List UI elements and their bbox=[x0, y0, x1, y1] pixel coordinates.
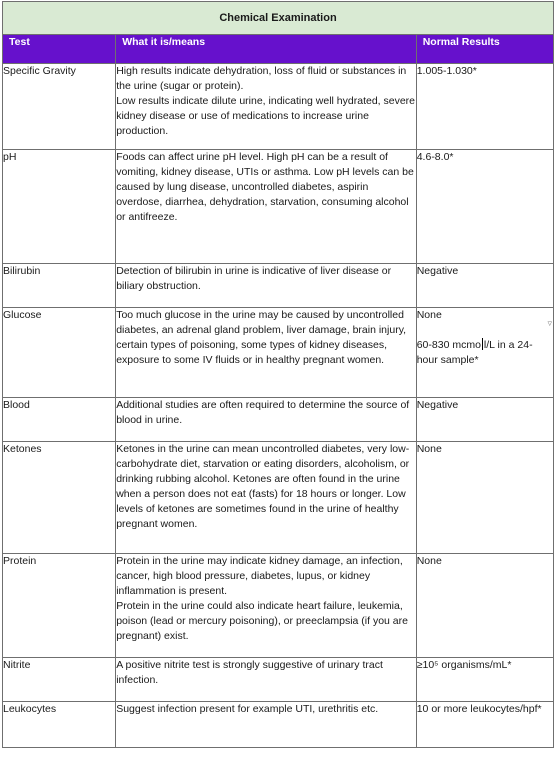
normal-result: 10 or more leukocytes/hpf* bbox=[416, 702, 553, 748]
test-name: Leukocytes bbox=[3, 702, 116, 748]
test-meaning: Protein in the urine may indicate kidney damage, an infection, cancer, high blood pressure, diabetes, lupus, or kidney inflammation is present. Protein in the urine could also indicate heart failure, leukemia, poison (lead or mercury poisoning), or preeclampsia (if you are pregnant) exist. bbox=[116, 554, 417, 658]
test-meaning: Too much glucose in the urine may be caused by uncontrolled diabetes, an adrenal gland problem, liver damage, brain injury, certain types of poisoning, some types of kidney diseases, exposure to some IV fluids or in healthy pregnant women. bbox=[116, 308, 417, 398]
test-meaning: High results indicate dehydration, loss of fluid or substances in the urine (sugar or protein). Low results indicate dilute urine, indicating well hydrated, severe kidney disease or use of medications to increase urine production. bbox=[116, 64, 417, 150]
test-name: Nitrite bbox=[3, 658, 116, 702]
table-row bbox=[3, 702, 554, 748]
table-row bbox=[3, 308, 554, 398]
test-meaning: Additional studies are often required to determine the source of blood in urine. bbox=[116, 398, 417, 442]
table-row bbox=[3, 554, 554, 658]
test-meaning: Detection of bilirubin in urine is indicative of liver disease or biliary obstruction. bbox=[116, 264, 417, 308]
table-row bbox=[3, 64, 554, 150]
table-row bbox=[3, 150, 554, 264]
header-meaning: What it is/means bbox=[116, 35, 417, 64]
table-title: Chemical Examination bbox=[3, 2, 554, 35]
test-name: Specific Gravity bbox=[3, 64, 116, 150]
table-row bbox=[3, 658, 554, 702]
test-name: Protein bbox=[3, 554, 116, 658]
normal-result: None bbox=[416, 442, 553, 554]
text-cursor bbox=[482, 338, 483, 350]
normal-result: None bbox=[416, 554, 553, 658]
comment-indicator-icon[interactable]: ▿ bbox=[547, 318, 552, 328]
test-name: pH bbox=[3, 150, 116, 264]
test-meaning: Suggest infection present for example UTI, urethritis etc. bbox=[116, 702, 417, 748]
table-row bbox=[3, 442, 554, 554]
chemical-examination-table bbox=[2, 1, 554, 748]
test-name: Glucose bbox=[3, 308, 116, 398]
table-row bbox=[3, 264, 554, 308]
test-meaning: Foods can affect urine pH level. High pH can be a result of vomiting, kidney disease, UTIs or asthma. Low pH levels can be caused by lung disease, uncontrolled diabetes, aspirin overdose, diarrhea, dehydration, starvation, consuming alcohol or antifreeze. bbox=[116, 150, 417, 264]
normal-result: Negative bbox=[416, 398, 553, 442]
normal-result: 1.005-1.030* bbox=[416, 64, 553, 150]
normal-result: ≥10⁵ organisms/mL* bbox=[416, 658, 553, 702]
test-meaning: A positive nitrite test is strongly suggestive of urinary tract infection. bbox=[116, 658, 417, 702]
test-name: Ketones bbox=[3, 442, 116, 554]
test-name: Blood bbox=[3, 398, 116, 442]
normal-result: 4.6-8.0* bbox=[416, 150, 553, 264]
header-normal-results: Normal Results bbox=[416, 35, 553, 64]
table-row bbox=[3, 398, 554, 442]
normal-result: Negative bbox=[416, 264, 553, 308]
normal-result: None 60-830 mcmo l/L in a 24-hour sample* bbox=[416, 308, 553, 398]
test-name: Bilirubin bbox=[3, 264, 116, 308]
title-row bbox=[3, 2, 554, 35]
header-row bbox=[3, 35, 554, 64]
test-meaning: Ketones in the urine can mean uncontrolled diabetes, very low-carbohydrate diet, starvation or eating disorders, alcoholism, or drinking rubbing alcohol. Ketones are often found in the urine when a person does not eat (fasts) for 18 hours or longer. Low levels of ketones are sometimes found in the urine of healthy pregnant women. bbox=[116, 442, 417, 554]
header-test: Test bbox=[3, 35, 116, 64]
